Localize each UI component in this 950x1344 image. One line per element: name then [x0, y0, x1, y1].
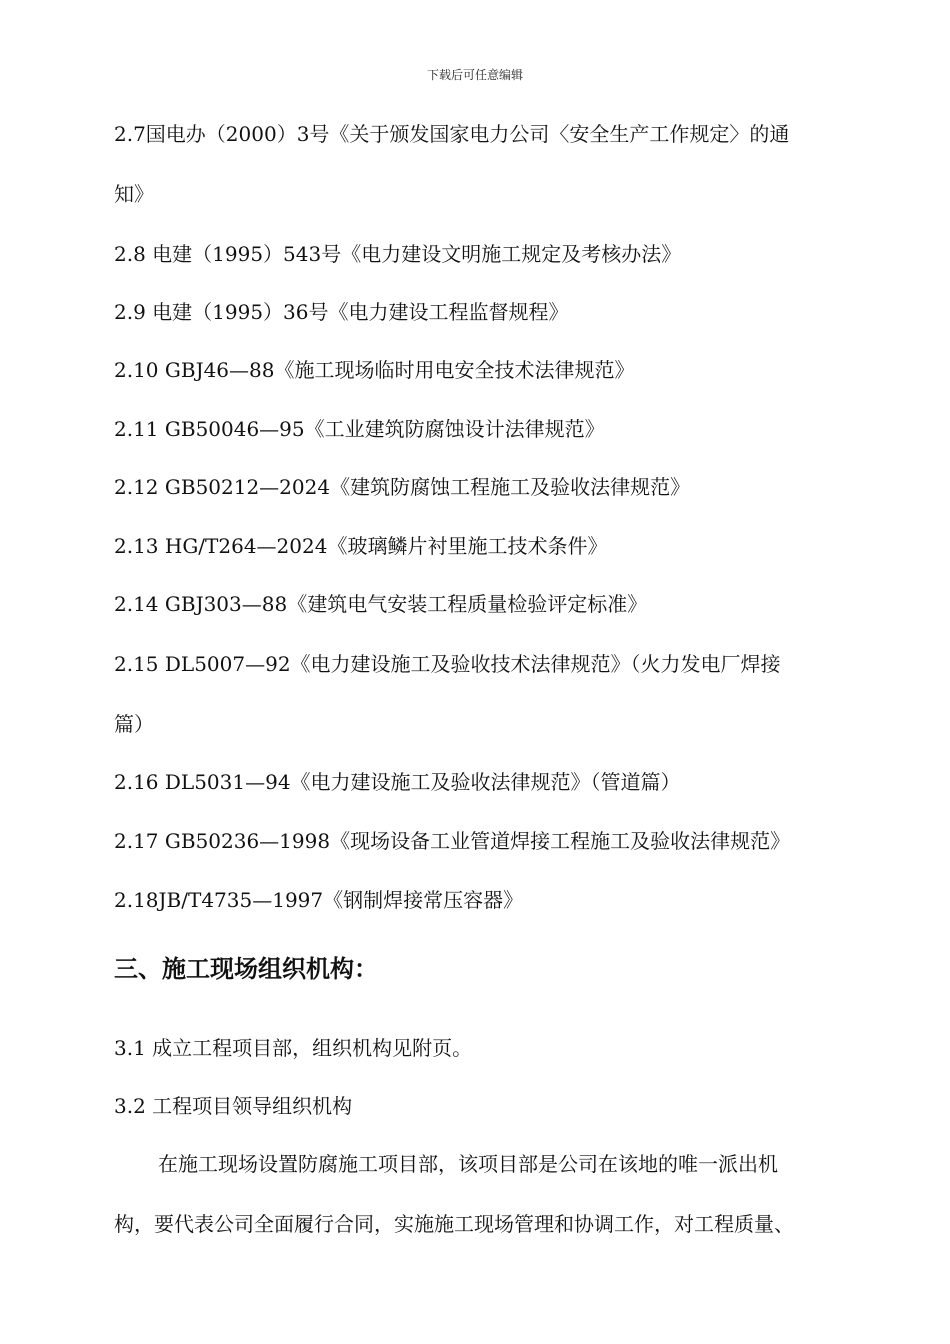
list-item: 2.13 HG/T264—2024《玻璃鳞片衬里施工技术条件》 — [114, 534, 608, 558]
list-item: 2.15 DL5007—92《电力建设施工及验收技术法律规范》（火力发电厂焊接 — [114, 652, 781, 676]
section-line: 3.2 工程项目领导组织机构 — [114, 1094, 353, 1118]
paragraph-line: 构，要代表公司全面履行合同，实施施工现场管理和协调工作，对工程质量、 — [114, 1212, 794, 1236]
list-item: 2.16 DL5031—94《电力建设施工及验收法律规范》（管道篇） — [114, 770, 681, 794]
list-item: 2.12 GB50212—2024《建筑防腐蚀工程施工及验收法律规范》 — [114, 475, 691, 499]
list-item: 2.11 GB50046—95《工业建筑防腐蚀设计法律规范》 — [114, 417, 605, 441]
list-item: 2.9 电建（1995）36号《电力建设工程监督规程》 — [114, 300, 569, 324]
section-heading: 三、施工现场组织机构： — [114, 955, 378, 983]
page-header: 下载后可任意编辑 — [426, 68, 523, 82]
paragraph-line: 在施工现场设置防腐施工项目部，该项目部是公司在该地的唯一派出机 — [158, 1152, 778, 1176]
list-item: 2.18JB/T4735—1997《钢制焊接常压容器》 — [114, 888, 524, 912]
list-item: 2.10 GBJ46—88《施工现场临时用电安全技术法律规范》 — [114, 358, 635, 382]
list-item: 2.7国电办（2000）3号《关于颁发国家电力公司〈安全生产工作规定〉的通 — [114, 122, 790, 146]
list-item: 知》 — [114, 182, 154, 206]
list-item: 2.8 电建（1995）543号《电力建设文明施工规定及考核办法》 — [114, 242, 682, 266]
list-item: 2.17 GB50236—1998《现场设备工业管道焊接工程施工及验收法律规范》 — [114, 829, 791, 853]
list-item: 篇） — [114, 712, 154, 736]
list-item: 2.14 GBJ303—88《建筑电气安装工程质量检验评定标准》 — [114, 592, 648, 616]
section-line: 3.1 成立工程项目部，组织机构见附页。 — [114, 1036, 473, 1060]
